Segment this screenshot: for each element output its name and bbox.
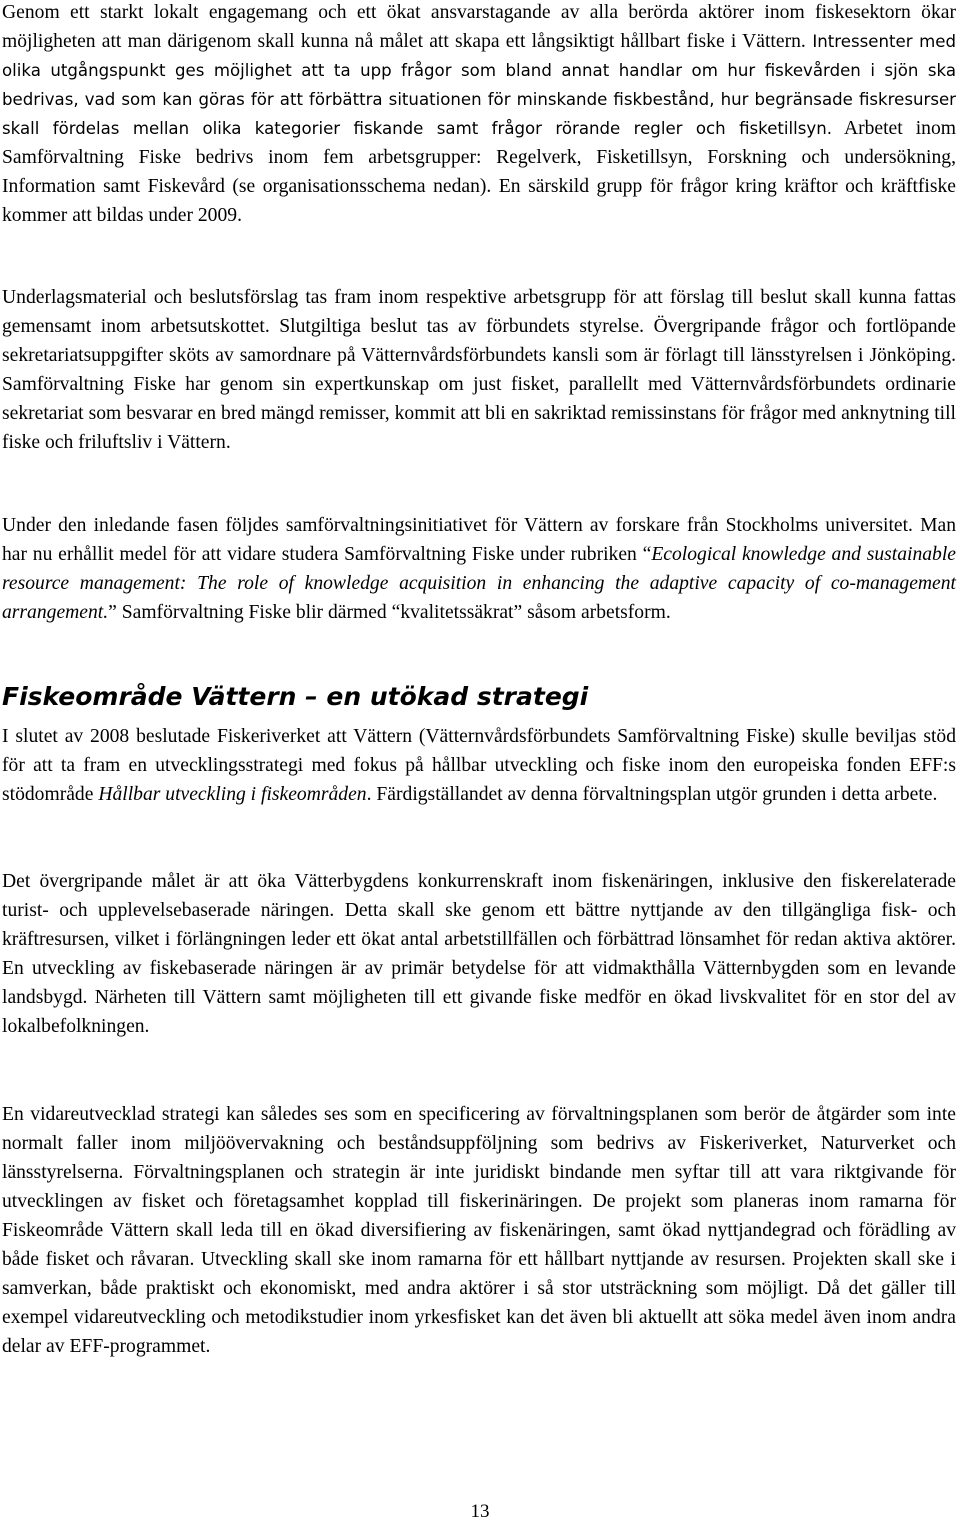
page-number: 13 bbox=[470, 1501, 490, 1522]
paragraph-3-part-a: Under den inledande fasen följdes samförvaltningsinitiativet för Vättern av forskare från Stockholms universitet. Man har nu erhållit medel för att vidare studera Samförvaltning Fiske under rubriken “ bbox=[2, 515, 956, 565]
paragraph-4-part-b: . Färdigställandet av denna förvaltningsplan utgör grunden i detta arbete. bbox=[366, 784, 938, 805]
paragraph-1 bbox=[2, 0, 956, 230]
paragraph-3-part-b: ” Samförvaltning Fiske blir därmed “kvalitetssäkrat” såsom arbetsform. bbox=[108, 602, 671, 623]
paragraph-3-italic: Ecological knowledge and sustainable resource management: The role of knowledge acquisition in enhancing the adaptive capacity of co-management arrangement. bbox=[2, 544, 956, 623]
paragraph-4-italic: Hållbar utveckling i fiskeområden bbox=[98, 784, 367, 805]
paragraph-1-part-a: Genom ett starkt lokalt engagemang och ett ökat ansvarstagande av alla berörda aktörer inom fiskesektorn ökar möjligheten att man därigenom skall kunna nå målet att skapa ett långsiktigt hållbart fiske i Vättern. bbox=[2, 2, 956, 52]
paragraph-4-part-a: I slutet av 2008 beslutade Fiskeriverket att Vättern (Vätternvårdsförbundets Samförvaltning Fiske) skulle beviljas stöd för att ta fram en utvecklingsstrategi med fokus på hållbar utveckling och fiske inom den europeiska fonden EFF:s stödområde bbox=[2, 726, 956, 805]
paragraph-1-part-b: Intressenter med olika utgångspunkt ges möjlighet att ta upp frågor som bland annat handlar om hur fiskevården i sjön ska bedrivas, vad som kan göras för att förbättra situationen för minskande fiskbestånd, hur begränsade fiskresurser skall fördelas mellan olika kategorier fiskande samt frågor rörande regler och fisketillsyn. bbox=[2, 32, 956, 138]
paragraph-2-part-a: Underlagsmaterial och beslutsförslag tas fram inom respektive arbetsgrupp för att förslag till beslut skall kunna fattas gemensamt inom arbetsutskottet. Slutgiltiga beslut tas av förbundets styrelse. bbox=[2, 287, 956, 337]
paragraph-2 bbox=[2, 283, 956, 457]
paragraph-2-part-b: Övergripande frågor och fortlöpande sekretariatsuppgifter sköts av samordnare på Vätternvårdsförbundets kansli som är förlagt till länsstyrelsen i Jönköping. Samförvaltning Fiske har genom sin expertkunskap om just fisket, parallellt med Vätternvårdsförbundets ordinarie sekretariat som besvarar en bred mängd remisser, kommit att bli en sakriktad remissinstans för frågor med anknytning till fiske och friluftsliv i Vättern. bbox=[2, 316, 956, 453]
paragraph-1-part-c: Arbetet inom Samförvaltning Fiske bedrivs inom fem arbetsgrupper: Regelverk, Fisketillsyn, Forskning och undersökning, Information samt Fiskevård (se organisationsschema nedan). En särskild grupp för frågor kring kräftor och kräftfiske kommer att bildas under 2009. bbox=[2, 118, 956, 226]
paragraph-3 bbox=[2, 511, 956, 627]
paragraph-4 bbox=[2, 722, 956, 809]
paragraph-6: En vidareutvecklad strategi kan således ses som en specificering av förvaltningsplanen som berör de åtgärder som inte normalt faller inom miljöövervakning och beståndsuppföljning som bedrivs av Fiskeriverket, Naturverket och länsstyrelserna. Förvaltningsplanen och strategin är inte juridiskt bindande men syftar till att vara riktgivande för utvecklingen av fisket och företagsamhet kopplad till fiskerinäringen. De projekt som planeras inom ramarna för Fiskeområde Vättern skall leda till en ökad diversifiering av fiskenäringen, samt ökad nyttjandegrad och förädling av både fisket och råvaran. Utveckling skall ske inom ramarna för ett hållbart nyttjande av resursen. Projekten skall ske i samverkan, både praktiskt och ekonomiskt, med andra aktörer i så stor utsträckning som möjligt. Då det gäller till exempel vidareutveckling och metodikstudier inom yrkesfisket kan det även bli aktuellt att söka medel även inom andra delar av EFF-programmet. bbox=[2, 1104, 956, 1357]
paragraph-5: Det övergripande målet är att öka Vätterbygdens konkurrenskraft inom fiskenäringen, inklusive den fiskerelaterade turist- och upplevelsebaserade näringen. Detta skall ske genom ett bättre nyttjande av den tillgängliga fisk- och kräftresursen, vilket i förlängningen leder ett ökat antal arbetstillfällen och förbättrad lönsamhet för redan aktiva aktörer. En utveckling av fiskebaserade näringen är av primär betydelse för att vidmakthålla Vätternbygden som en levande landsbygd. Närheten till Vättern samt möjligheten till ett givande fiske medför en ökad livskvalitet för en stor del av lokalbefolkningen. bbox=[2, 871, 956, 1037]
section-heading: Fiskeområde Vättern – en utökad strategi bbox=[2, 682, 589, 711]
